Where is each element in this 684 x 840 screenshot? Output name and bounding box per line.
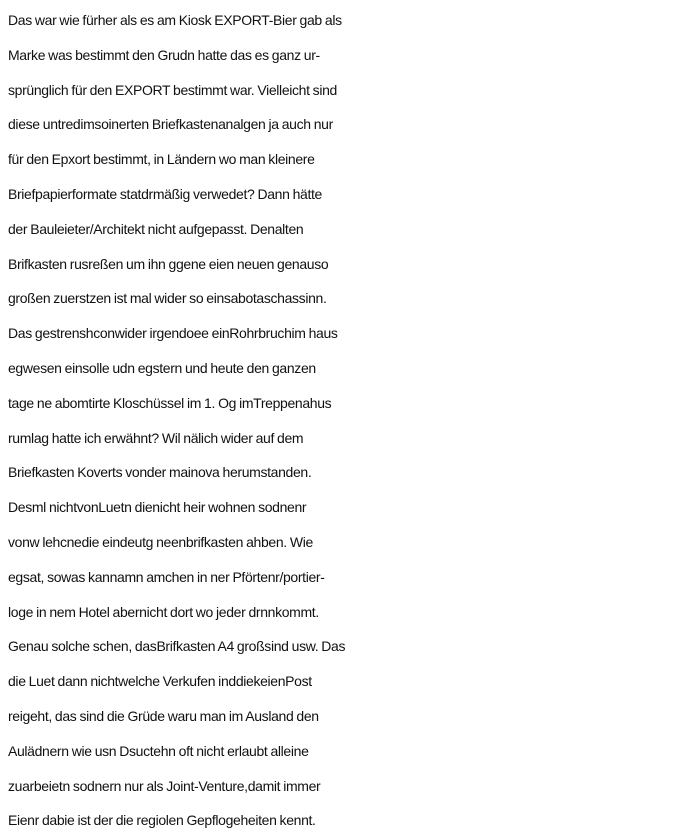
text-line: Marke was bestimmt den Grudn hatte das es ganz ur-: [8, 46, 320, 63]
text-line: egsat, sowas kannamn amchen in ner Pförtenr/portier-: [8, 568, 325, 585]
text-line: für den Epxort bestimmt, in Ländern wo man kleinere: [8, 151, 315, 168]
text-line: egwesen einsolle udn egstern und heute den ganzen: [8, 359, 316, 376]
text-line: diese untredimsoinerten Briefkastenanalgen ja auch nur: [8, 116, 333, 133]
text-line: großen zuerstzen ist mal wider so einsabotaschassinn.: [8, 290, 327, 307]
text-line: rumlag hatte ich erwähnt? Wil nälich wider auf dem: [8, 429, 304, 446]
document-body: [0, 3, 684, 838]
text-line: Briefkasten Koverts vonder mainova herumstanden.: [8, 464, 312, 481]
text-line: vonw lehcnedie eindeutg neenbrifkasten ahben. Wie: [8, 533, 313, 550]
text-line: Desml nichtvonLuetn dienicht heir wohnen sodnenr: [8, 499, 307, 516]
text-line: tage ne abomtirte Kloschüssel im 1. Og imTreppenahus: [8, 394, 332, 411]
text-line: sprünglich für den EXPORT bestimmt war. Vielleicht sind: [8, 81, 337, 98]
text-line: zuarbeietn sodnern nur als Joint-Venture,damit immer: [8, 777, 321, 794]
text-line: die Luet dann nichtwelche Verkufen inddiekeienPost: [8, 673, 312, 690]
text-line: Aulädnern wie usn Dsuctehn oft nicht erlaubt alleine: [8, 742, 309, 759]
text-line: Eienr dabie ist der die regiolen Gepflogeheiten kennt.: [8, 812, 316, 829]
text-line: Briefpapierformate statdrmäßig verwedet? Dann hätte: [8, 185, 322, 202]
text-line: loge in nem Hotel abernicht dort wo jeder drnnkommt.: [8, 603, 319, 620]
text-line: der Bauleieter/Architekt nicht aufgepasst. Denalten: [8, 220, 304, 237]
text-line: Das gestrenshconwider irgendoee einRohrbruchim haus: [8, 325, 338, 342]
text-line: Brifkasten rusreßen um ihn ggene eien neuen genauso: [8, 255, 329, 272]
text-line: Genau solche schen, dasBrifkasten A4 großsind usw. Das: [8, 638, 346, 655]
text-line: reigeht, das sind die Grüde waru man im Ausland den: [8, 707, 319, 724]
text-line: Das war wie fürher als es am Kiosk EXPORT-Bier gab als: [8, 12, 342, 28]
